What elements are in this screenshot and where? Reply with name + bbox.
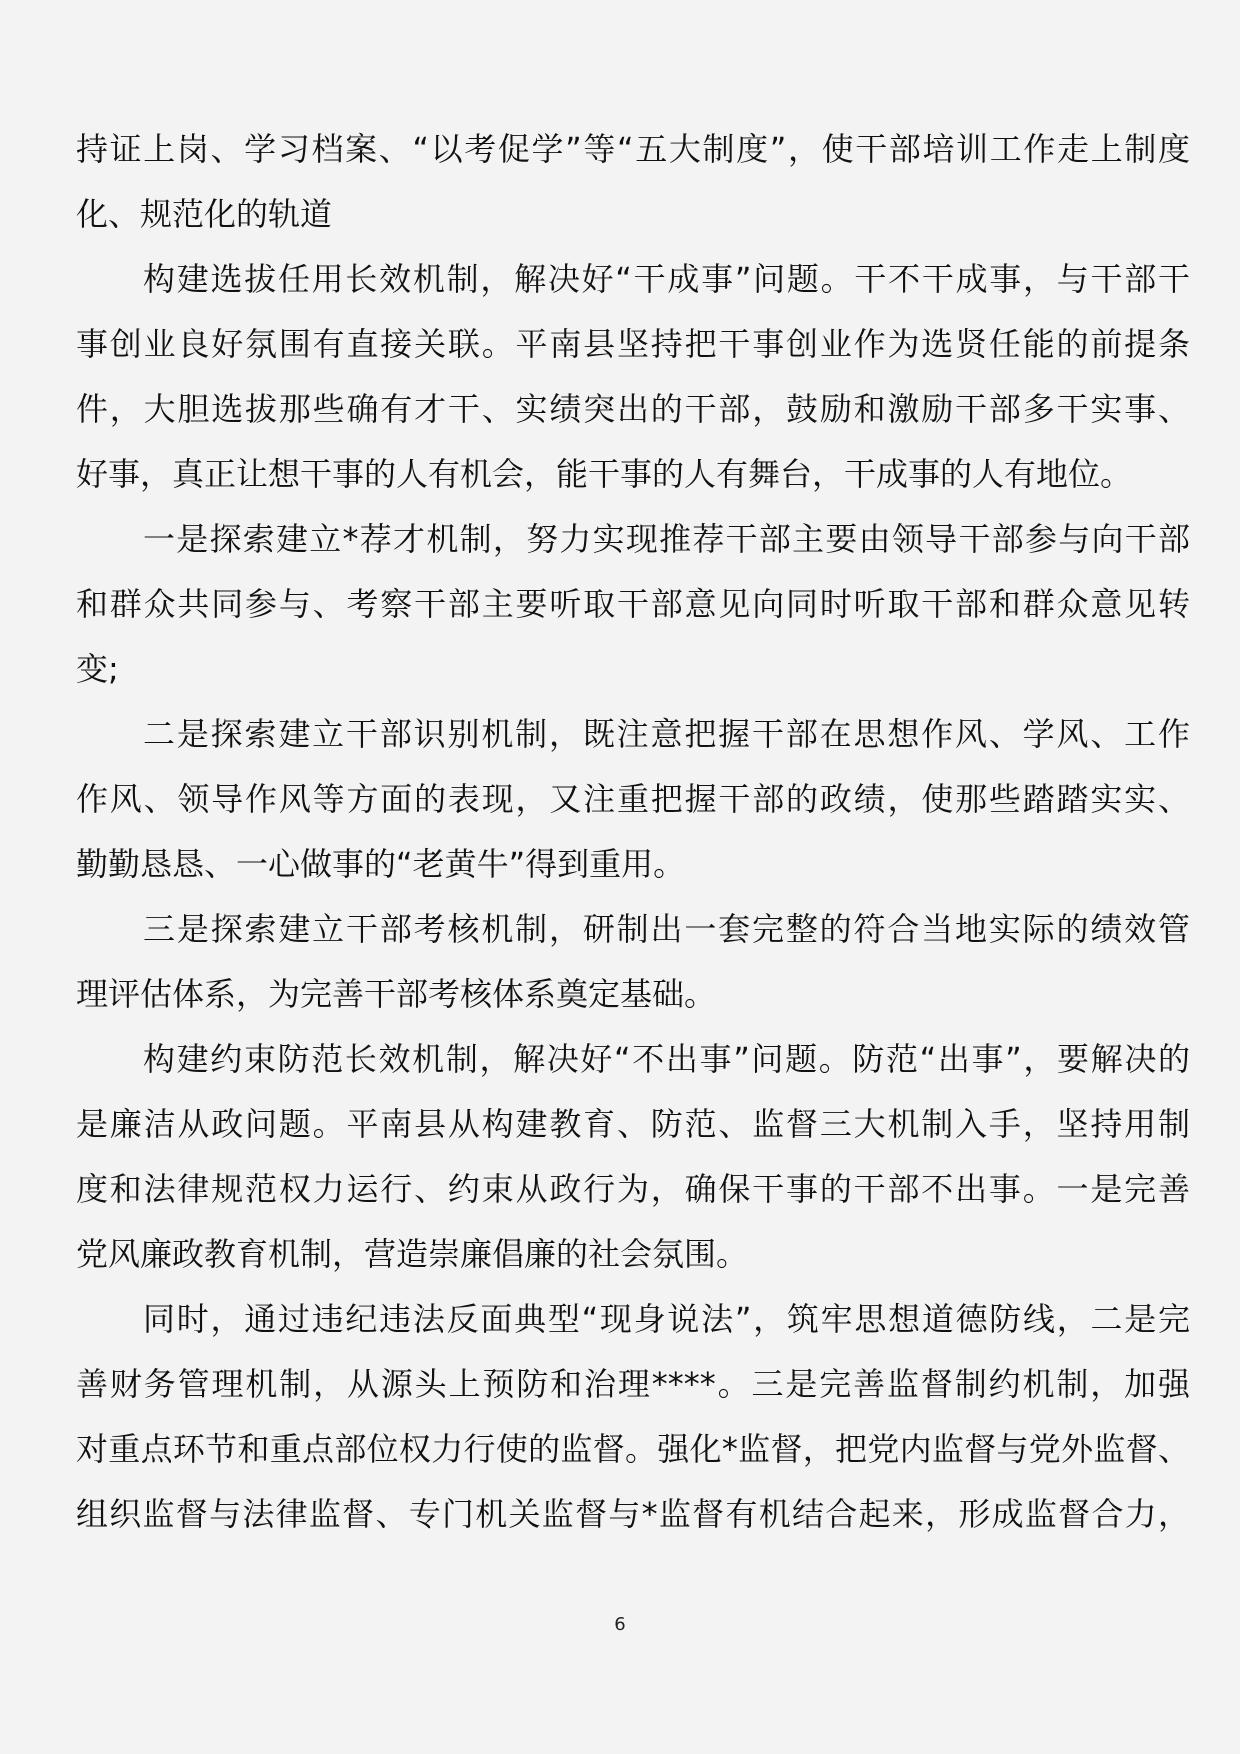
paragraph-start-line: 同时，通过违纪违法反面典型“现身说法”，筑牢思想道德防线，二是完 bbox=[143, 1300, 1190, 1338]
text-line: 作风、领导作风等方面的表现，又注重把握干部的政绩，使那些踏踏实实、 bbox=[76, 780, 1190, 818]
page-number: 6 bbox=[614, 1614, 626, 1635]
text-line: 是廉洁从政问题。平南县从构建教育、防范、监督三大机制入手，坚持用制 bbox=[76, 1105, 1190, 1143]
text-line: 化、规范化的轨道 bbox=[76, 195, 333, 233]
paragraph-start-line: 构建约束防范长效机制，解决好“不出事”问题。防范“出事”，要解决的 bbox=[143, 1040, 1190, 1078]
text-line: 好事，真正让想干事的人有机会，能干事的人有舞台，干成事的人有地位。 bbox=[76, 455, 1133, 493]
paragraph-start-line: 一是探索建立*荐才机制，努力实现推荐干部主要由领导干部参与向干部 bbox=[143, 520, 1190, 558]
text-line: 善财务管理机制，从源头上预防和治理****。三是完善监督制约机制，加强 bbox=[76, 1365, 1190, 1403]
text-line: 组织监督与法律监督、专门机关监督与*监督有机结合起来，形成监督合力， bbox=[76, 1495, 1190, 1533]
paragraph-start-line: 构建选拔任用长效机制，解决好“干成事”问题。干不干成事，与干部干 bbox=[143, 260, 1190, 298]
text-line: 勤勤恳恳、一心做事的“老黄牛”得到重用。 bbox=[76, 845, 686, 883]
text-line: 持证上岗、学习档案、“以考促学”等“五大制度”，使干部培训工作走上制度 bbox=[76, 130, 1190, 168]
text-line: 和群众共同参与、考察干部主要听取干部意见向同时听取干部和群众意见转 bbox=[76, 585, 1190, 623]
paragraph-start-line: 三是探索建立干部考核机制，研制出一套完整的符合当地实际的绩效管 bbox=[143, 910, 1190, 948]
text-line: 党风廉政教育机制，营造崇廉倡廉的社会氛围。 bbox=[76, 1235, 749, 1273]
text-line: 对重点环节和重点部位权力行使的监督。强化*监督，把党内监督与党外监督、 bbox=[76, 1430, 1190, 1468]
text-line: 变; bbox=[76, 650, 119, 688]
text-line: 事创业良好氛围有直接关联。平南县坚持把干事创业作为选贤任能的前提条 bbox=[76, 325, 1190, 363]
text-line: 理评估体系，为完善干部考核体系奠定基础。 bbox=[76, 975, 717, 1013]
text-line: 件，大胆选拔那些确有才干、实绩突出的干部，鼓励和激励干部多干实事、 bbox=[76, 390, 1190, 428]
text-line: 度和法律规范权力运行、约束从政行为，确保干事的干部不出事。一是完善 bbox=[76, 1170, 1190, 1208]
paragraph-start-line: 二是探索建立干部识别机制，既注意把握干部在思想作风、学风、工作 bbox=[143, 715, 1190, 753]
